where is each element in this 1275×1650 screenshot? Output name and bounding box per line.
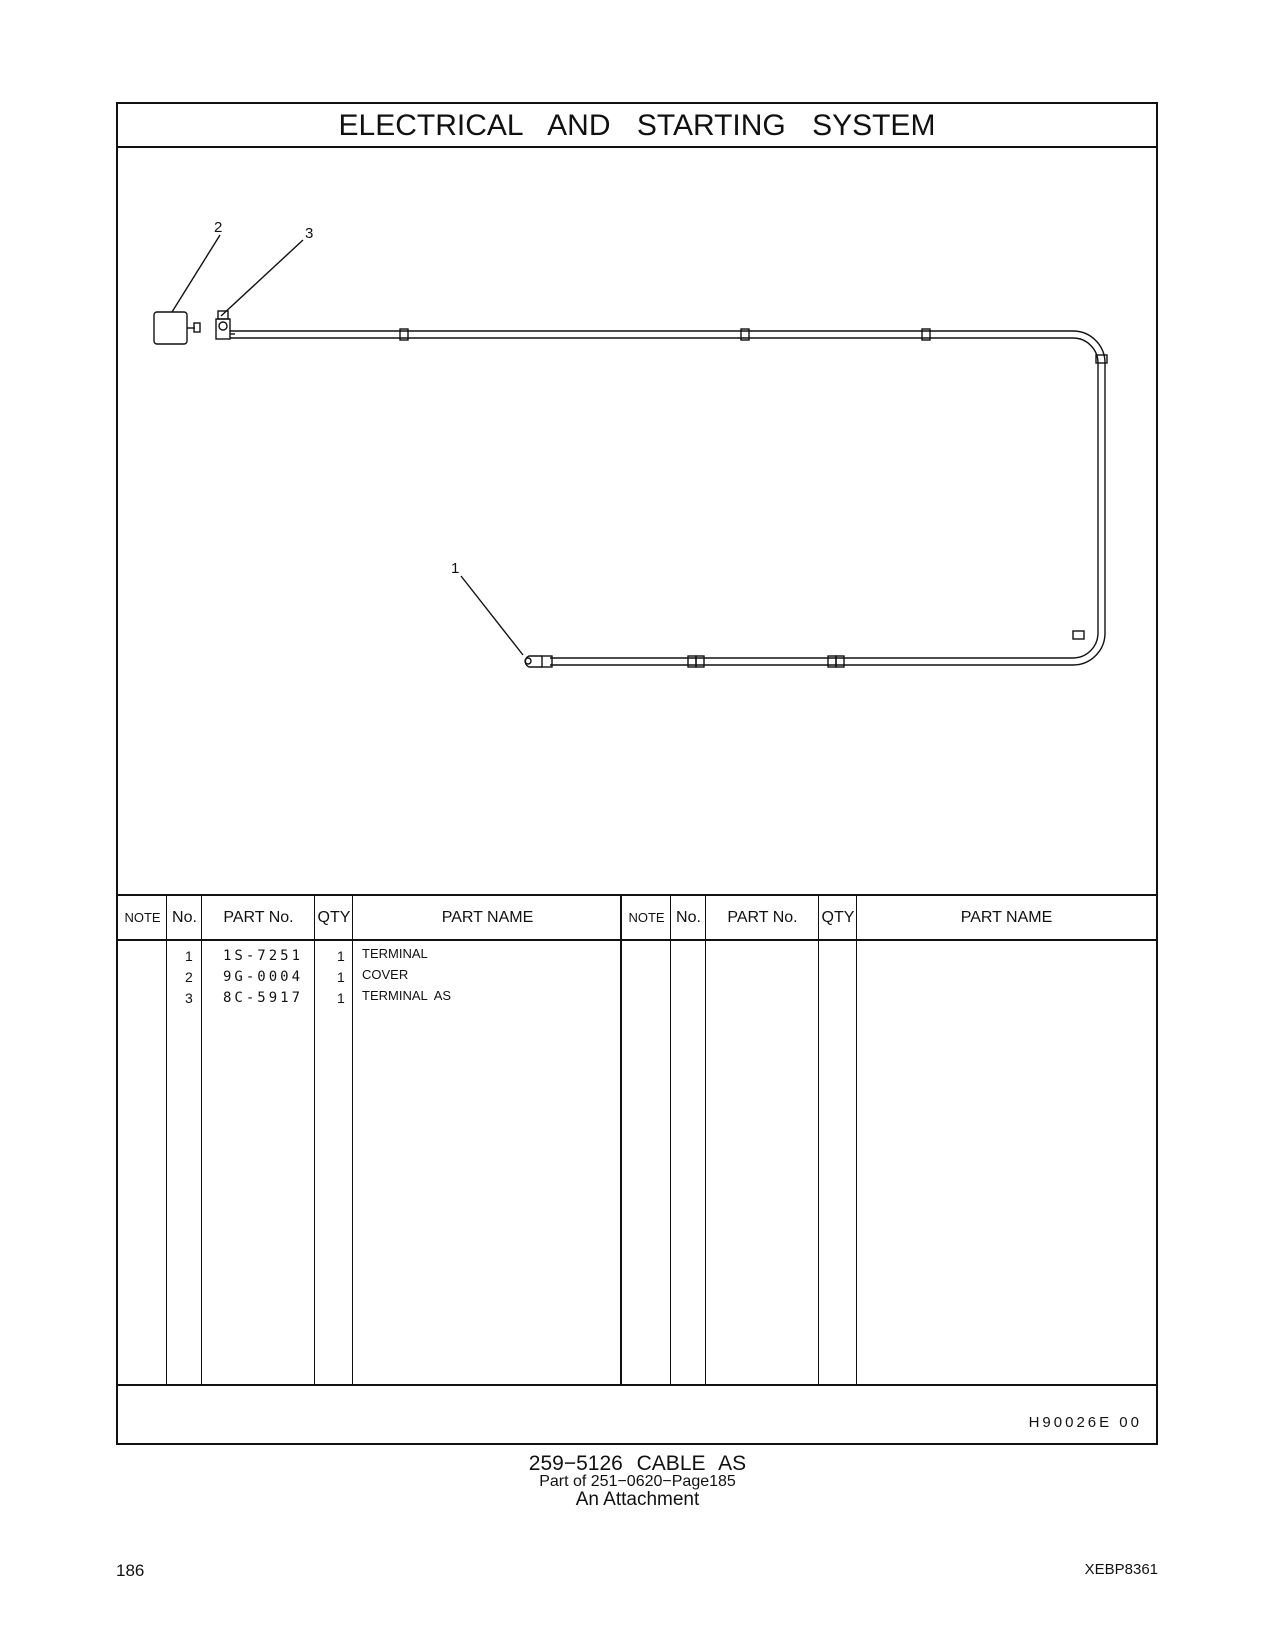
row-1-part-no: 1S-7251 xyxy=(223,948,304,964)
row-1-no: 1 xyxy=(185,948,193,964)
cable-path xyxy=(230,331,1105,665)
page-title: ELECTRICAL AND STARTING SYSTEM xyxy=(118,104,1156,148)
drawing-code: H90026E 00 xyxy=(1028,1414,1142,1431)
drawing-code-box xyxy=(118,1384,1156,1443)
partname-column-right xyxy=(857,896,1156,1384)
row-1-name: TERMINAL xyxy=(362,946,428,961)
note-column-right xyxy=(622,896,671,1384)
header-part-no: PART No. xyxy=(223,909,294,926)
header-part-name: PART NAME xyxy=(960,909,1053,926)
callout-1: 1 xyxy=(451,560,460,577)
row-3-qty: 1 xyxy=(337,990,345,1006)
caption-note: An Attachment xyxy=(575,1489,700,1510)
header-no: No. xyxy=(172,909,197,926)
header-note: NOTE xyxy=(124,910,161,925)
caption-main: 259−5126 CABLE AS xyxy=(528,1452,747,1475)
row-2-part-no: 9G-0004 xyxy=(223,969,304,985)
callout-2: 2 xyxy=(214,219,223,236)
caption-sub: Part of 251−0620−Page185 xyxy=(539,1473,736,1490)
partno-column-right xyxy=(706,896,819,1384)
row-3-part-no: 8C-5917 xyxy=(223,990,304,1006)
callout-3: 3 xyxy=(305,225,314,242)
cable-illustration xyxy=(118,148,1156,894)
qty-column-left xyxy=(315,896,353,1384)
header-part-no: PART No. xyxy=(727,909,798,926)
page-number: 186 xyxy=(116,1561,145,1580)
header-qty: QTY xyxy=(821,909,855,926)
row-2-qty: 1 xyxy=(337,969,345,985)
row-3-name: TERMINAL AS xyxy=(362,988,452,1003)
qty-column-right xyxy=(819,896,857,1384)
row-2-name: COVER xyxy=(362,967,409,982)
no-column-right xyxy=(671,896,706,1384)
header-part-name: PART NAME xyxy=(441,909,534,926)
document-id: XEBP8361 xyxy=(1084,1561,1158,1578)
row-2-no: 2 xyxy=(185,969,193,985)
header-note: NOTE xyxy=(628,910,665,925)
catalog-frame xyxy=(116,102,1158,1445)
row-3-no: 3 xyxy=(185,990,193,1006)
cover-part xyxy=(154,312,187,344)
header-no: No. xyxy=(676,909,701,926)
header-qty: QTY xyxy=(317,909,351,926)
note-column-left xyxy=(118,896,167,1384)
parts-table xyxy=(118,894,1156,1384)
row-1-qty: 1 xyxy=(337,948,345,964)
